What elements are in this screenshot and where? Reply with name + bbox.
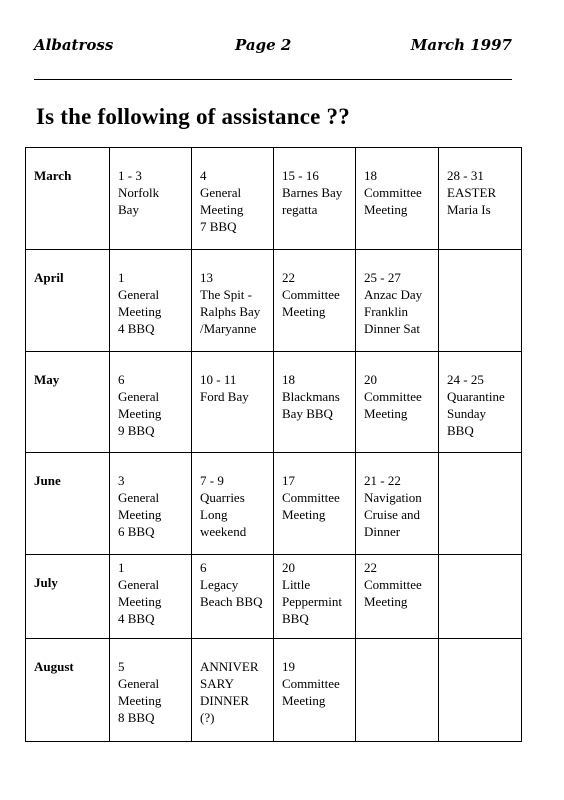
event-cell: 25 - 27 Anzac Day Franklin Dinner Sat — [356, 250, 439, 352]
event-cell — [356, 639, 439, 742]
event-cell: 22 Committee Meeting — [274, 250, 356, 352]
page-number: Page 2 — [235, 36, 292, 54]
event-cell: 13 The Spit - Ralphs Bay /Maryanne — [192, 250, 274, 352]
page-title: Is the following of assistance ?? — [36, 104, 350, 129]
month-cell: May — [26, 352, 110, 453]
event-cell: 21 - 22 Navigation Cruise and Dinner — [356, 453, 439, 555]
event-cell: 1 - 3 Norfolk Bay — [110, 148, 192, 250]
event-cell: 28 - 31 EASTER Maria Is — [439, 148, 522, 250]
month-cell: July — [26, 555, 110, 639]
month-cell: April — [26, 250, 110, 352]
event-cell: 6 General Meeting 9 BBQ — [110, 352, 192, 453]
table-row-april — [26, 250, 522, 352]
month-cell: June — [26, 453, 110, 555]
newsletter-name: Albatross — [34, 36, 114, 54]
event-cell — [439, 453, 522, 555]
event-cell: 18 Committee Meeting — [356, 148, 439, 250]
event-cell: 18 Blackmans Bay BBQ — [274, 352, 356, 453]
event-cell — [439, 639, 522, 742]
header-divider — [34, 79, 512, 80]
table-row-march — [26, 148, 522, 250]
issue-date: March 1997 — [410, 36, 512, 54]
event-cell: 22 Committee Meeting — [356, 555, 439, 639]
event-cell: 7 - 9 Quarries Long weekend — [192, 453, 274, 555]
event-cell: 4 General Meeting 7 BBQ — [192, 148, 274, 250]
event-cell: 1 General Meeting 4 BBQ — [110, 250, 192, 352]
event-cell: 20 Little Peppermint BBQ — [274, 555, 356, 639]
event-cell: ANNIVER SARY DINNER (?) — [192, 639, 274, 742]
event-cell: 10 - 11 Ford Bay — [192, 352, 274, 453]
table-row-june — [26, 453, 522, 555]
events-table — [25, 147, 522, 742]
event-cell — [439, 250, 522, 352]
page-header — [34, 36, 512, 56]
event-cell: 20 Committee Meeting — [356, 352, 439, 453]
table-row-may — [26, 352, 522, 453]
event-cell: 3 General Meeting 6 BBQ — [110, 453, 192, 555]
event-cell: 24 - 25 Quarantine Sunday BBQ — [439, 352, 522, 453]
month-cell: August — [26, 639, 110, 742]
event-cell: 15 - 16 Barnes Bay regatta — [274, 148, 356, 250]
event-cell: 6 Legacy Beach BBQ — [192, 555, 274, 639]
event-cell: 19 Committee Meeting — [274, 639, 356, 742]
table-row-august — [26, 639, 522, 742]
event-cell — [439, 555, 522, 639]
table-row-july — [26, 555, 522, 639]
month-cell: March — [26, 148, 110, 250]
event-cell: 17 Committee Meeting — [274, 453, 356, 555]
event-cell: 5 General Meeting 8 BBQ — [110, 639, 192, 742]
event-cell: 1 General Meeting 4 BBQ — [110, 555, 192, 639]
